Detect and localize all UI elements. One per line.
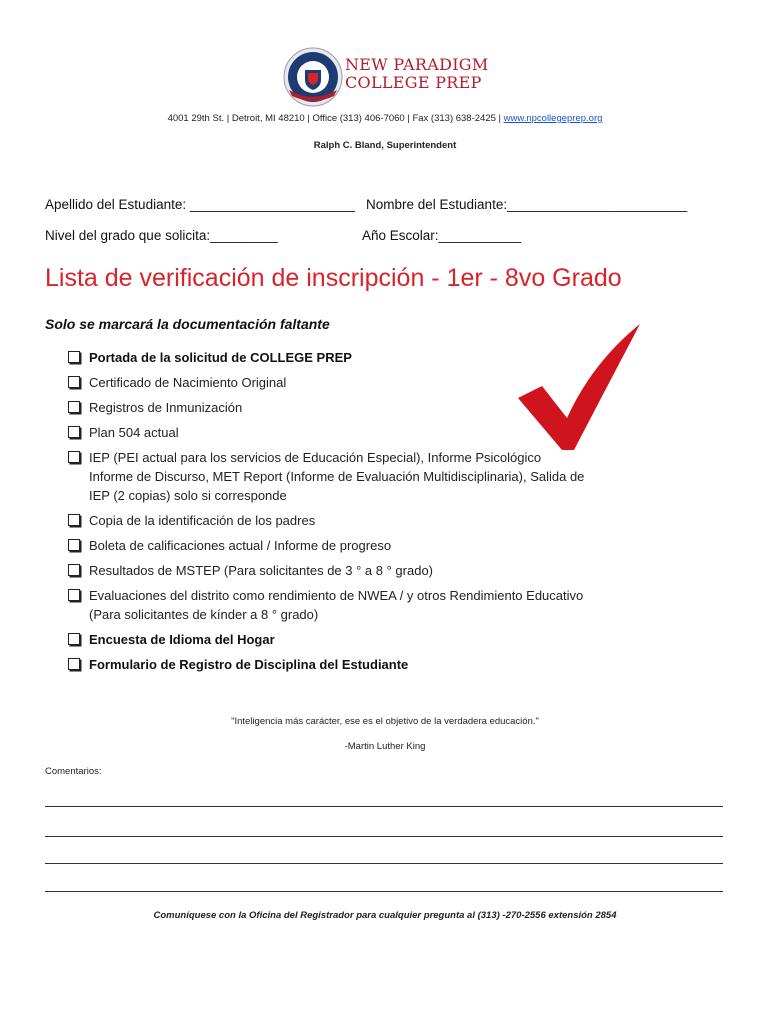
checklist-item	[68, 655, 588, 674]
logo-line-2: COLLEGE PREP	[345, 73, 482, 92]
checklist-item-label: Resultados de MSTEP (Para solicitantes de 3 ° a 8 ° grado)	[89, 563, 433, 578]
checklist-item	[68, 373, 588, 392]
page-subtitle: Solo se marcará la documentación faltante	[45, 316, 330, 332]
comments-label: Comentarios:	[45, 766, 102, 777]
comment-line[interactable]	[45, 806, 723, 807]
checklist-item-label: Boleta de calificaciones actual / Informe de progreso	[89, 538, 392, 553]
checklist-item-label: IEP (PEI actual para los servicios de Educación Especial), Informe Psicológico Informe de Discurso, MET Report (Informe de Evaluación Multidisciplinaria), Salida de IEP (2 copias) solo si corresponde	[89, 450, 585, 503]
checklist-item-label: Portada de la solicitud de COLLEGE PREP	[89, 350, 352, 365]
school-logo	[283, 46, 503, 108]
checkbox[interactable]	[68, 564, 80, 576]
checkbox[interactable]	[68, 451, 80, 463]
footer-note: Comuníquese con la Oficina del Registrador para cualquier pregunta al (313) -270-2556 extensión 2854	[153, 910, 617, 921]
document-checklist	[68, 348, 588, 680]
checklist-item-label: Copia de la identificación de los padres	[89, 513, 316, 528]
first-name-field[interactable]: Nombre del Estudiante:________________________	[366, 197, 688, 212]
checklist-item	[68, 630, 588, 649]
quote-author: -Martin Luther King	[344, 741, 426, 752]
checklist-item-label: Formulario de Registro de Disciplina del Estudiante	[89, 657, 409, 672]
checkbox[interactable]	[68, 514, 80, 526]
checkbox[interactable]	[68, 426, 80, 438]
checklist-item-label: Evaluaciones del distrito como rendimiento de NWEA / y otros Rendimiento Educativo (Para solicitantes de kínder a 8 ° grado)	[89, 588, 584, 622]
checkbox[interactable]	[68, 589, 80, 601]
checkbox[interactable]	[68, 376, 80, 388]
checkbox[interactable]	[68, 633, 80, 645]
school-seal-icon	[283, 46, 343, 108]
checklist-item	[68, 448, 588, 505]
checklist-item	[68, 348, 588, 367]
quote-text: "Inteligencia más carácter, ese es el objetivo de la verdadera educación."	[231, 716, 539, 727]
checklist-item	[68, 423, 588, 442]
school-year-field[interactable]: Año Escolar:___________	[362, 228, 522, 243]
checklist-item	[68, 586, 588, 624]
checkbox[interactable]	[68, 539, 80, 551]
comment-line[interactable]	[45, 836, 723, 837]
checklist-item	[68, 561, 588, 580]
comment-line[interactable]	[45, 863, 723, 864]
checklist-item	[68, 398, 588, 417]
red-checkmark-icon	[512, 318, 652, 458]
checklist-item	[68, 536, 588, 555]
logo-line-1: NEW PARADIGM	[345, 55, 489, 74]
website-link[interactable]: www.npcollegeprep.org	[503, 113, 603, 124]
checklist-item-label: Encuesta de Idioma del Hogar	[89, 632, 275, 647]
checkbox[interactable]	[68, 351, 80, 363]
checkbox[interactable]	[68, 401, 80, 413]
checkbox[interactable]	[68, 658, 80, 670]
checklist-item-label: Registros de Inmunización	[89, 400, 243, 415]
address-text: 4001 29th St. | Detroit, MI 48210 | Office (313) 406-7060 | Fax (313) 638-2425 |	[167, 113, 504, 124]
checklist-item-label: Plan 504 actual	[89, 425, 179, 440]
logo-wordmark	[345, 56, 489, 92]
grade-field[interactable]: Nivel del grado que solicita:_________	[45, 228, 278, 243]
comment-line[interactable]	[45, 891, 723, 892]
page-title: Lista de verificación de inscripción - 1er - 8vo Grado	[45, 264, 622, 292]
checklist-item-label: Certificado de Nacimiento Original	[89, 375, 287, 390]
checklist-item	[68, 511, 588, 530]
superintendent-line: Ralph C. Bland, Superintendent	[313, 140, 457, 151]
contact-line	[0, 113, 770, 124]
last-name-field[interactable]: Apellido del Estudiante: ______________________	[45, 197, 356, 212]
